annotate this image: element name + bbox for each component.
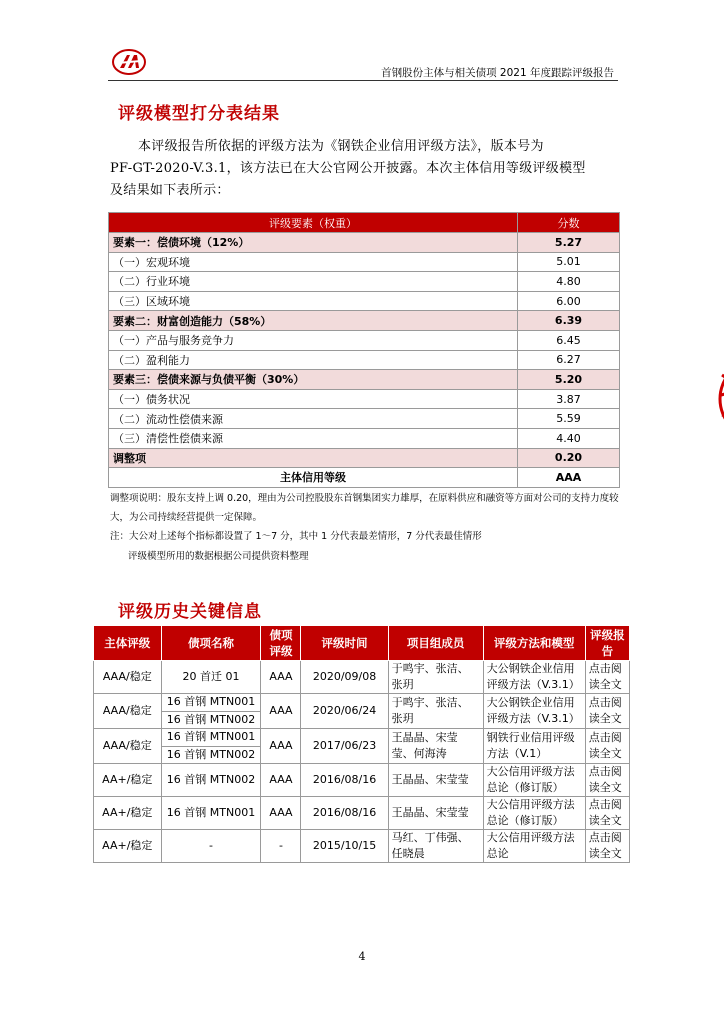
bond-rating-cell: AAA <box>261 661 301 694</box>
history-table-header <box>94 626 630 661</box>
score-cell: 6.27 <box>518 350 620 370</box>
paragraph-line: 及结果如下表所示： <box>110 183 230 198</box>
history-table <box>93 625 630 863</box>
team-cell: 马红、丁伟强、任晓晨 <box>388 830 483 863</box>
score-table <box>108 212 620 488</box>
report-link[interactable]: 点击阅读全文 <box>585 694 629 729</box>
table-row <box>109 468 620 488</box>
rating-date-cell: 2016/08/16 <box>301 797 388 830</box>
header-score: 分数 <box>518 213 620 233</box>
scale-note: 注：大公对上述每个指标都设置了 1～7 分，其中 1 分代表最差情形，7 分代表最佳情形 <box>110 531 482 542</box>
score-cell: 0.20 <box>518 448 620 468</box>
table-row <box>109 409 620 429</box>
paragraph-line: PF-GT-2020-V.3.1，该方法已在大公官网公开披露。本次主体信用等级评级模型 <box>110 161 586 176</box>
factor-cell: 要素一：偿债环境（12%） <box>109 233 518 253</box>
bond-name-cell: 16 首钢 MTN001 <box>161 694 261 712</box>
factor-cell: 要素三：偿债来源与负债平衡（30%） <box>109 370 518 390</box>
table-row <box>109 448 620 468</box>
team-cell: 王晶晶、宋莹莹、何海涛 <box>388 729 483 764</box>
method-cell: 大公信用评级方法总论（修订版） <box>483 797 585 830</box>
score-cell: 6.39 <box>518 311 620 331</box>
method-cell: 大公钢铁企业信用评级方法（V.3.1） <box>483 694 585 729</box>
section-title-rating-history: 评级历史关键信息 <box>118 602 262 622</box>
source-note: 评级模型所用的数据根据公司提供资料整理 <box>128 551 309 562</box>
method-cell: 大公信用评级方法总论 <box>483 830 585 863</box>
header-factor: 评级要素（权重） <box>109 213 518 233</box>
page-number: 4 <box>358 950 366 963</box>
bond-name-cell: 16 首钢 MTN001 <box>161 729 261 747</box>
bond-name-cell: 16 首钢 MTN002 <box>161 764 261 797</box>
header-rating-date: 评级时间 <box>301 626 388 661</box>
report-link[interactable]: 点击阅读全文 <box>585 661 629 694</box>
factor-cell: （二）行业环境 <box>109 272 518 292</box>
score-cell: 5.59 <box>518 409 620 429</box>
header-team: 项目组成员 <box>388 626 483 661</box>
section-title-model-results: 评级模型打分表结果 <box>118 104 280 124</box>
score-cell: 5.01 <box>518 252 620 272</box>
rating-date-cell: 2020/09/08 <box>301 661 388 694</box>
rating-date-cell: 2020/06/24 <box>301 694 388 729</box>
factor-cell: 调整项 <box>109 448 518 468</box>
bond-name-cell: 20 首迁 01 <box>161 661 261 694</box>
dagong-logo-icon <box>112 49 146 75</box>
bond-rating-cell: AAA <box>261 729 301 764</box>
team-cell: 王晶晶、宋莹莹 <box>388 764 483 797</box>
bond-name-cell: - <box>161 830 261 863</box>
factor-cell: （二）流动性偿债来源 <box>109 409 518 429</box>
header-title: 首钢股份主体与相关债项 2021 年度跟踪评级报告 <box>381 67 614 79</box>
team-cell: 于鸣宇、张洁、张玥 <box>388 661 483 694</box>
table-row <box>109 350 620 370</box>
score-cell: 4.80 <box>518 272 620 292</box>
factor-cell: 要素二：财富创造能力（58%） <box>109 311 518 331</box>
bond-rating-cell: AAA <box>261 797 301 830</box>
rating-date-cell: 2017/06/23 <box>301 729 388 764</box>
header-bond-rating: 债项评级 <box>261 626 301 661</box>
header-report: 评级报告 <box>585 626 629 661</box>
score-table-header <box>109 213 620 233</box>
table-row <box>109 389 620 409</box>
score-cell: 5.20 <box>518 370 620 390</box>
factor-cell: （一）产品与服务竞争力 <box>109 330 518 350</box>
report-link[interactable]: 点击阅读全文 <box>585 830 629 863</box>
header-divider <box>108 80 618 81</box>
table-row <box>109 311 620 331</box>
table-row <box>109 272 620 292</box>
team-cell: 于鸣宇、张洁、张玥 <box>388 694 483 729</box>
report-link[interactable]: 点击阅读全文 <box>585 764 629 797</box>
method-cell: 大公钢铁企业信用评级方法（V.3.1） <box>483 661 585 694</box>
factor-cell: （三）区域环境 <box>109 291 518 311</box>
table-row <box>94 729 630 747</box>
report-link[interactable]: 点击阅读全文 <box>585 797 629 830</box>
rating-date-cell: 2016/08/16 <box>301 764 388 797</box>
adjustment-note: 调整项说明：股东支持上调 0.20，理由为公司控股股东首钢集团实力雄厚，在原料供应和融资等方面对公司的支持力度较大，为公司持续经营提供一定保障。 <box>110 493 619 523</box>
intro-paragraph <box>110 136 620 202</box>
bond-name-cell: 16 首钢 MTN002 <box>161 746 261 764</box>
score-cell: AAA <box>518 468 620 488</box>
factor-cell: （一）宏观环境 <box>109 252 518 272</box>
bond-rating-cell: - <box>261 830 301 863</box>
method-cell: 大公信用评级方法总论（修订版） <box>483 764 585 797</box>
header-bond-name: 债项名称 <box>161 626 261 661</box>
issuer-rating-cell: AA+/稳定 <box>94 797 162 830</box>
header-method: 评级方法和模型 <box>483 626 585 661</box>
seal-stamp-icon <box>716 355 724 443</box>
table-row <box>109 330 620 350</box>
table-row <box>109 370 620 390</box>
table-row <box>109 291 620 311</box>
header-issuer-rating: 主体评级 <box>94 626 162 661</box>
bond-rating-cell: AAA <box>261 694 301 729</box>
issuer-rating-cell: AAA/稳定 <box>94 661 162 694</box>
paragraph-line: 本评级报告所依据的评级方法为《钢铁企业信用评级方法》，版本号为 <box>138 139 544 154</box>
issuer-rating-cell: AA+/稳定 <box>94 764 162 797</box>
bond-name-cell: 16 首钢 MTN001 <box>161 797 261 830</box>
bond-rating-cell: AAA <box>261 764 301 797</box>
report-link[interactable]: 点击阅读全文 <box>585 729 629 764</box>
table-row <box>109 233 620 253</box>
issuer-rating-cell: AA+/稳定 <box>94 830 162 863</box>
factor-cell: （三）清偿性偿债来源 <box>109 428 518 448</box>
rating-date-cell: 2015/10/15 <box>301 830 388 863</box>
factor-cell: （二）盈利能力 <box>109 350 518 370</box>
score-cell: 4.40 <box>518 428 620 448</box>
issuer-rating-cell: AAA/稳定 <box>94 729 162 764</box>
factor-cell: 主体信用等级 <box>109 468 518 488</box>
team-cell: 王晶晶、宋莹莹 <box>388 797 483 830</box>
score-cell: 6.45 <box>518 330 620 350</box>
issuer-rating-cell: AAA/稳定 <box>94 694 162 729</box>
method-cell: 钢铁行业信用评级方法（V.1） <box>483 729 585 764</box>
table-row <box>109 252 620 272</box>
bond-name-cell: 16 首钢 MTN002 <box>161 711 261 729</box>
table-row <box>109 428 620 448</box>
table-row <box>94 694 630 712</box>
score-cell: 6.00 <box>518 291 620 311</box>
score-cell: 3.87 <box>518 389 620 409</box>
factor-cell: （一）债务状况 <box>109 389 518 409</box>
score-cell: 5.27 <box>518 233 620 253</box>
